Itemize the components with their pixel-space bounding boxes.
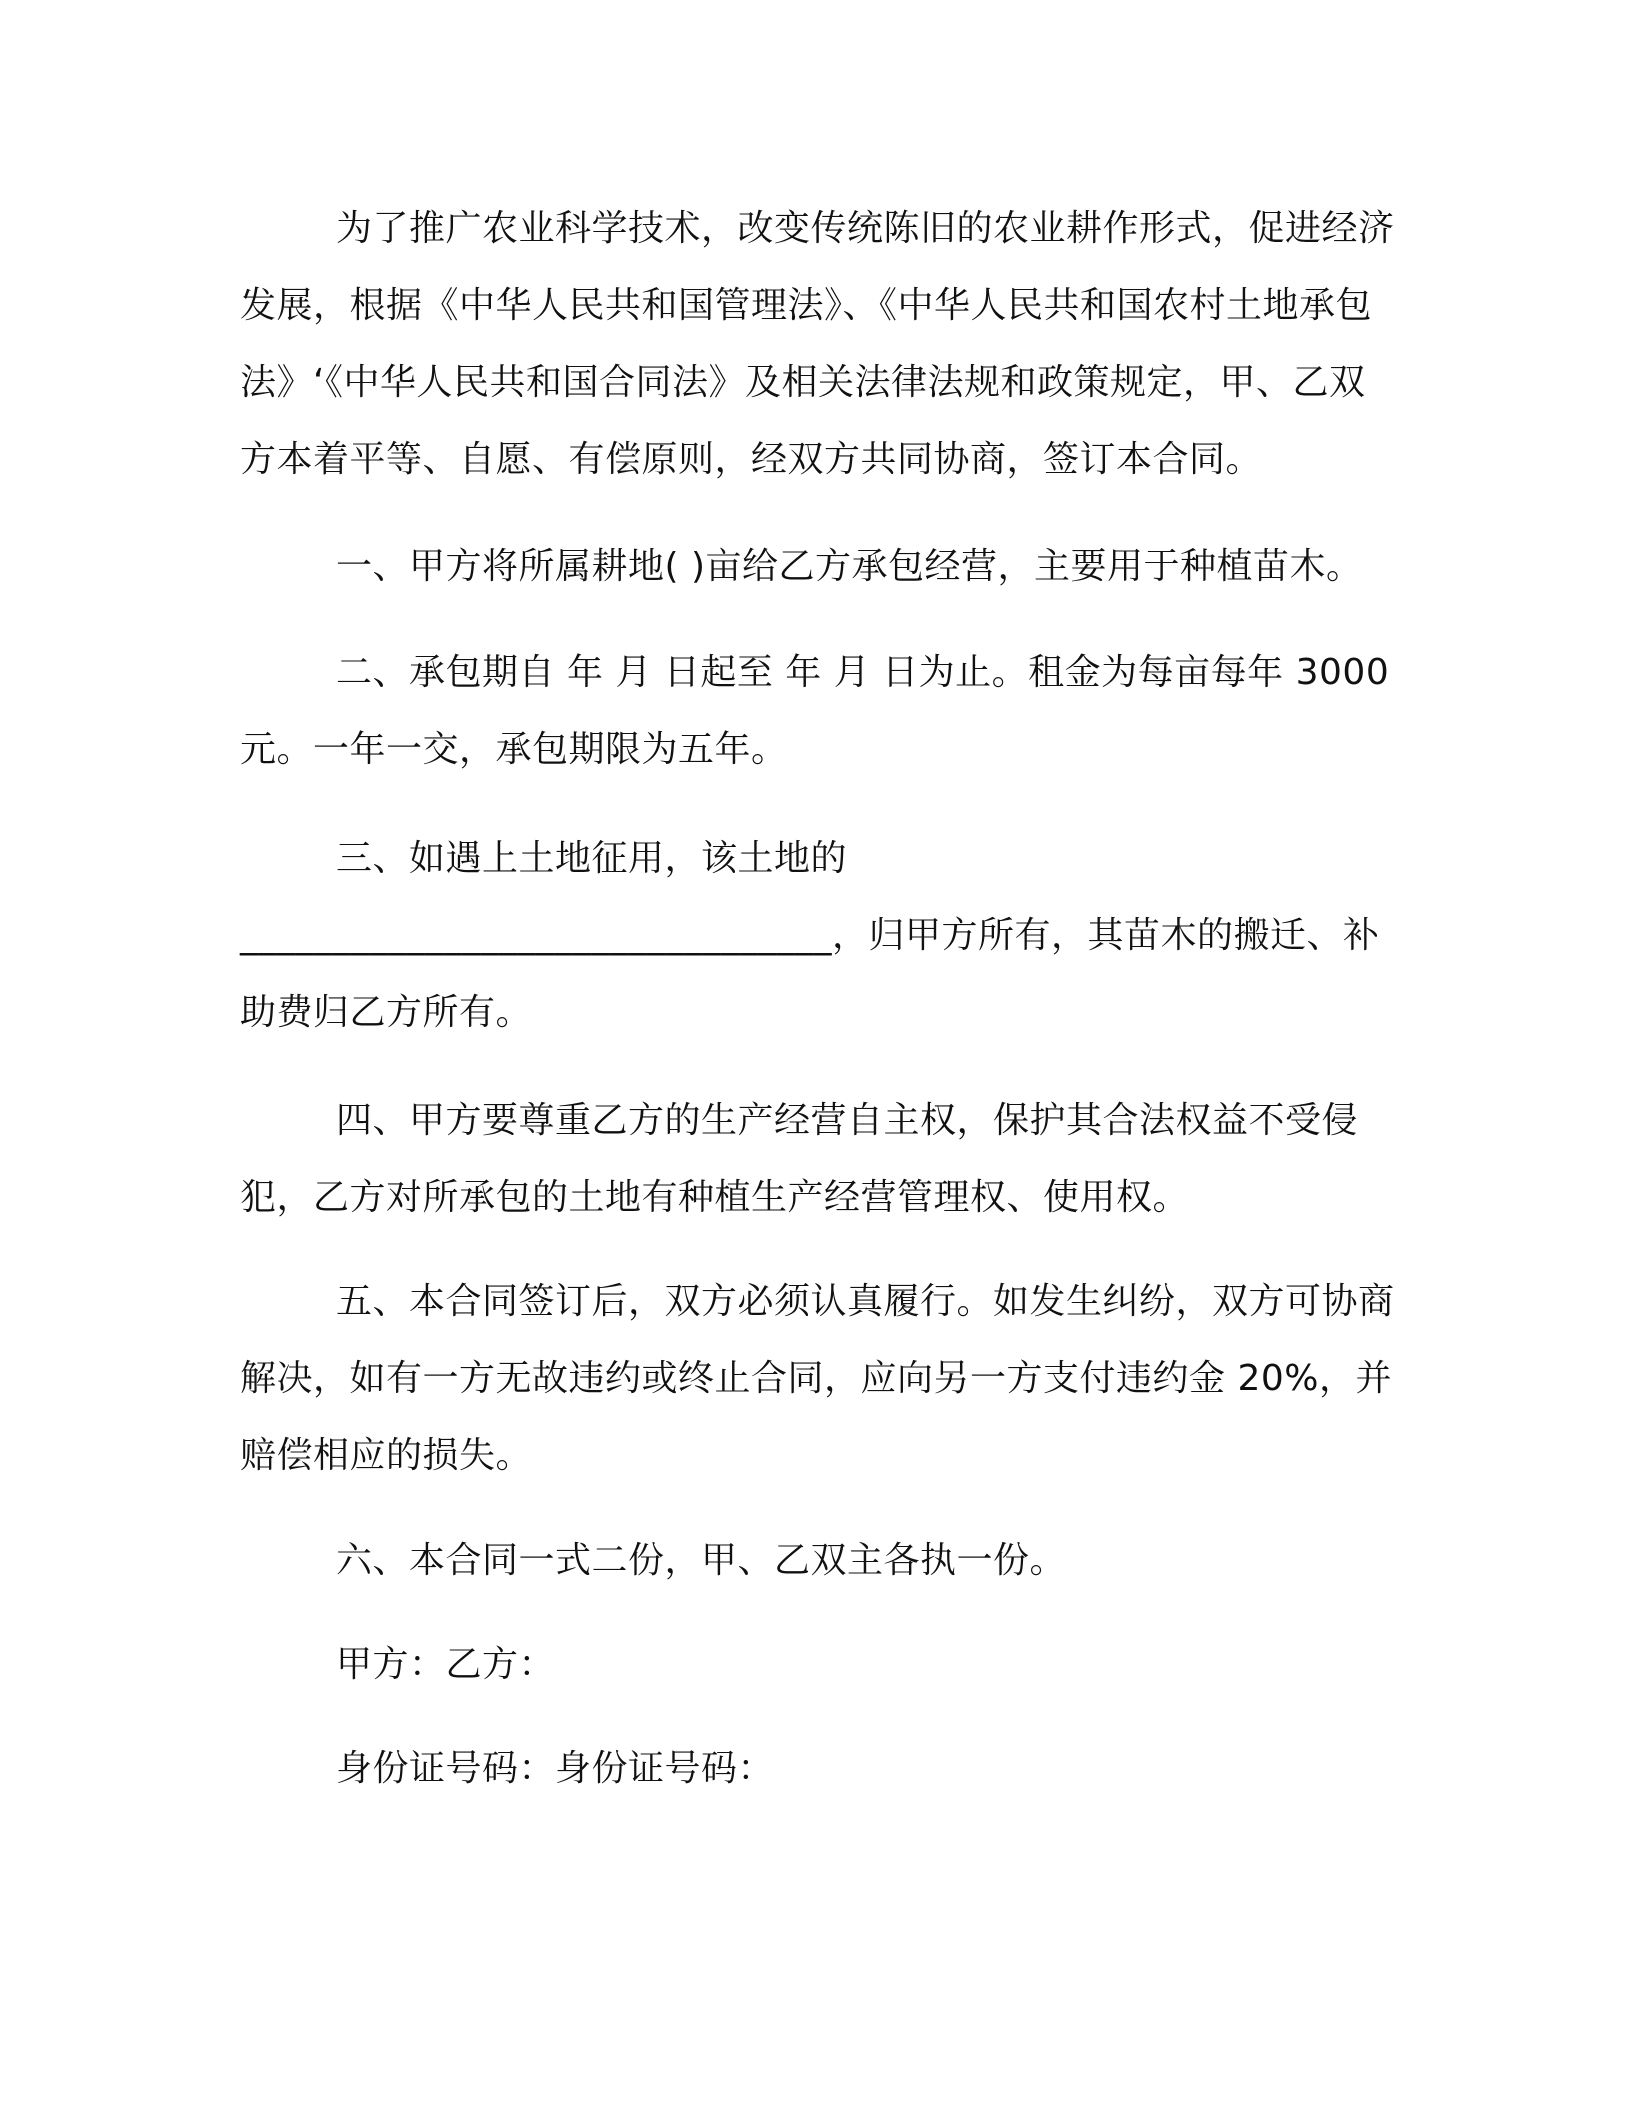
clause-1: 一、甲方将所属耕地( )亩给乙方承包经营，主要用于种植苗木。 bbox=[336, 546, 1363, 587]
id-number-line: 身份证号码：身份证号码： bbox=[336, 1748, 775, 1789]
contract-body bbox=[240, 190, 1400, 1807]
party-signature-line: 甲方：乙方： bbox=[336, 1644, 556, 1685]
intro-paragraph: 为了推广农业科学技术，改变传统陈旧的农业耕作形式，促进经济发展，根据《中华人民共和国管理法》、《中华人民共和国农村土地承包法》‘《中华人民共和国合同法》及相关法律法规和政策规定，甲、乙双方本着平等、自愿、有偿原则，经双方共同协商，签订本合同。 bbox=[240, 208, 1395, 480]
clause-5: 五、本合同签订后，双方必须认真履行。如发生纠纷，双方可协商解决，如有一方无故违约或终止合同，应向另一方支付违约金 20%，并赔偿相应的损失。 bbox=[240, 1281, 1395, 1476]
clause-2: 二、承包期自 年 月 日起至 年 月 日为止。租金为每亩每年 3000元。一年一交，承包期限为五年。 bbox=[240, 652, 1390, 770]
clause-6: 六、本合同一式二份，甲、乙双主各执一份。 bbox=[336, 1540, 1067, 1581]
clause-3: 三、如遇上土地征用，该土地的________________________________，归甲方所有，其苗木的搬迁、补助费归乙方所有。 bbox=[240, 838, 1380, 1033]
clause-4: 四、甲方要尊重乙方的生产经营自主权，保护其合法权益不受侵犯，乙方对所承包的土地有种植生产经营管理权、使用权。 bbox=[240, 1100, 1359, 1218]
